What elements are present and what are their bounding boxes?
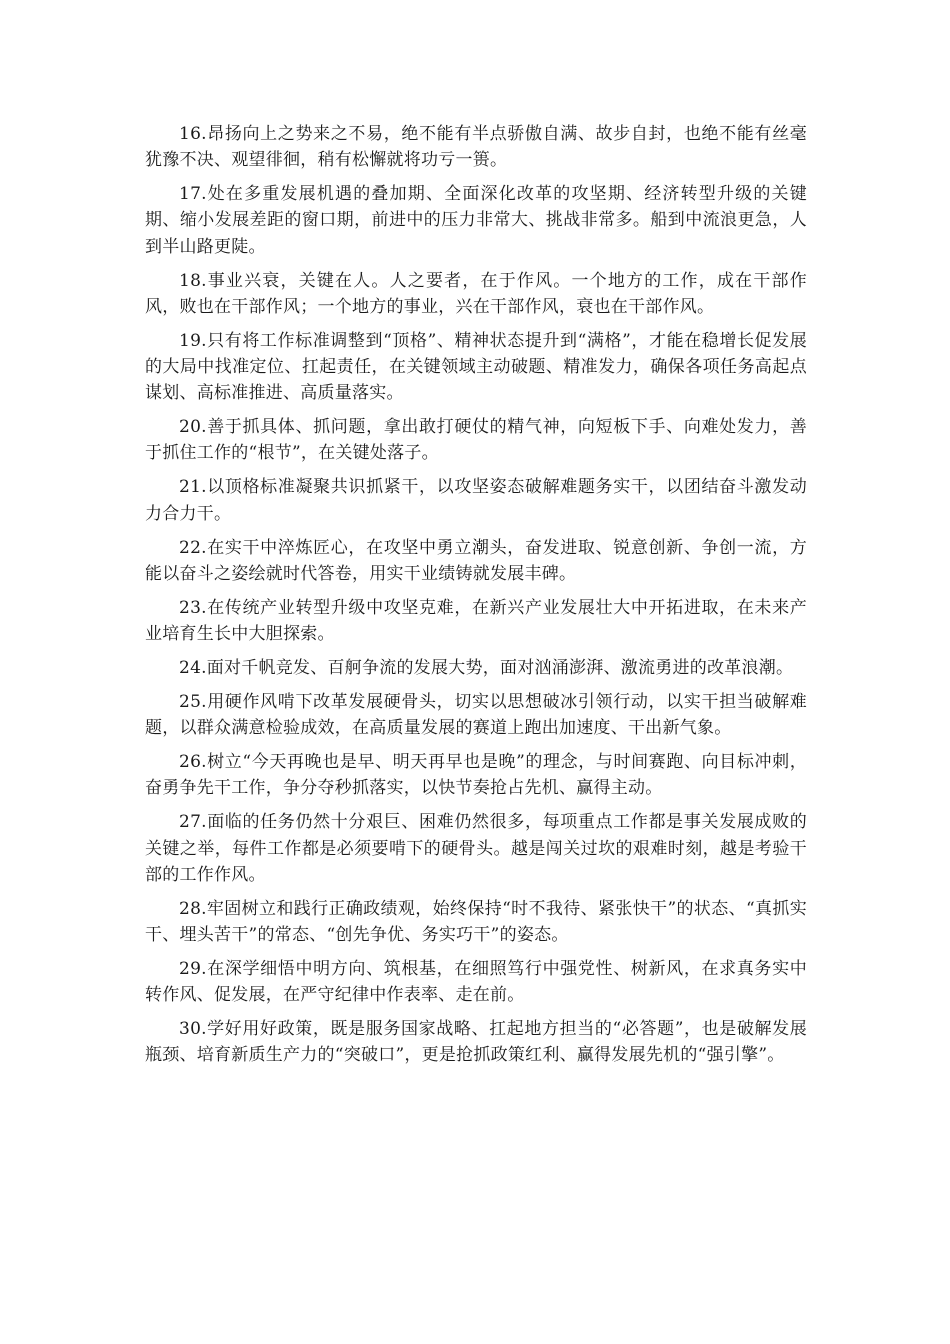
- paragraph-30: 30.学好用好政策，既是服务国家战略、扛起地方担当的“必答题”，也是破解发展瓶颈、培育新质生产力的“突破口”，更是抢抓政策红利、赢得发展先机的“强引擎”。: [145, 1019, 807, 1066]
- paragraph-21: 21.以顶格标准凝聚共识抓紧干，以攻坚姿态破解难题务实干，以团结奋斗激发动力合力干。: [145, 477, 807, 524]
- paragraph-26: 26.树立“今天再晚也是早、明天再早也是晚”的理念，与时间赛跑、向目标冲刺，奋勇争先干工作，争分夺秒抓落实，以快节奏抢占先机、赢得主动。: [145, 752, 807, 799]
- paragraph-17: 17.处在多重发展机遇的叠加期、全面深化改革的攻坚期、经济转型升级的关键期、缩小发展差距的窗口期，前进中的压力非常大、挑战非常多。船到中流浪更急，人到半山路更陡。: [145, 184, 807, 257]
- paragraph-22: 22.在实干中淬炼匠心，在攻坚中勇立潮头，奋发进取、锐意创新、争创一流，方能以奋斗之姿绘就时代答卷，用实干业绩铸就发展丰碑。: [145, 537, 807, 584]
- paragraph-27: 27.面临的任务仍然十分艰巨、困难仍然很多，每项重点工作都是事关发展成败的关键之举，每件工作都是必须要啃下的硬骨头。越是闯关过坎的艰难时刻，越是考验干部的工作作风。: [145, 812, 807, 885]
- paragraph-16: 16.昂扬向上之势来之不易，绝不能有半点骄傲自满、故步自封，也绝不能有丝毫犹豫不决、观望徘徊，稍有松懈就将功亏一篑。: [145, 124, 807, 171]
- paragraph-23: 23.在传统产业转型升级中攻坚克难，在新兴产业发展壮大中开拓进取，在未来产业培育生长中大胆探索。: [145, 597, 807, 645]
- paragraph-20: 20.善于抓具体、抓问题，拿出敢打硬仗的精气神，向短板下手、向难处发力，善于抓住工作的“根节”，在关键处落子。: [145, 417, 807, 464]
- paragraph-28: 28.牢固树立和践行正确政绩观，始终保持“时不我待、紧张快干”的状态、“真抓实干、埋头苦干”的常态、“创先争优、务实巧干”的姿态。: [145, 898, 807, 946]
- paragraph-29: 29.在深学细悟中明方向、筑根基，在细照笃行中强党性、树新风，在求真务实中转作风、促发展，在严守纪律中作表率、走在前。: [145, 959, 807, 1006]
- paragraph-25: 25.用硬作风啃下改革发展硬骨头，切实以思想破冰引领行动，以实干担当破解难题，以群众满意检验成效，在高质量发展的赛道上跑出加速度、干出新气象。: [145, 692, 807, 739]
- document-body: [145, 121, 807, 1076]
- paragraph-24: 24.面对千帆竞发、百舸争流的发展大势，面对汹涌澎湃、激流勇进的改革浪潮。: [179, 658, 794, 679]
- paragraph-19: 19.只有将工作标准调整到“顶格”、精神状态提升到“满格”，才能在稳增长促发展的大局中找准定位、扛起责任，在关键领域主动破题、精准发力，确保各项任务高起点谋划、高标准推进、高质量落实。: [145, 330, 807, 404]
- paragraph-18: 18.事业兴衰，关键在人。人之要者，在于作风。一个地方的工作，成在干部作风，败也在干部作风；一个地方的事业，兴在干部作风，衰也在干部作风。: [145, 270, 807, 317]
